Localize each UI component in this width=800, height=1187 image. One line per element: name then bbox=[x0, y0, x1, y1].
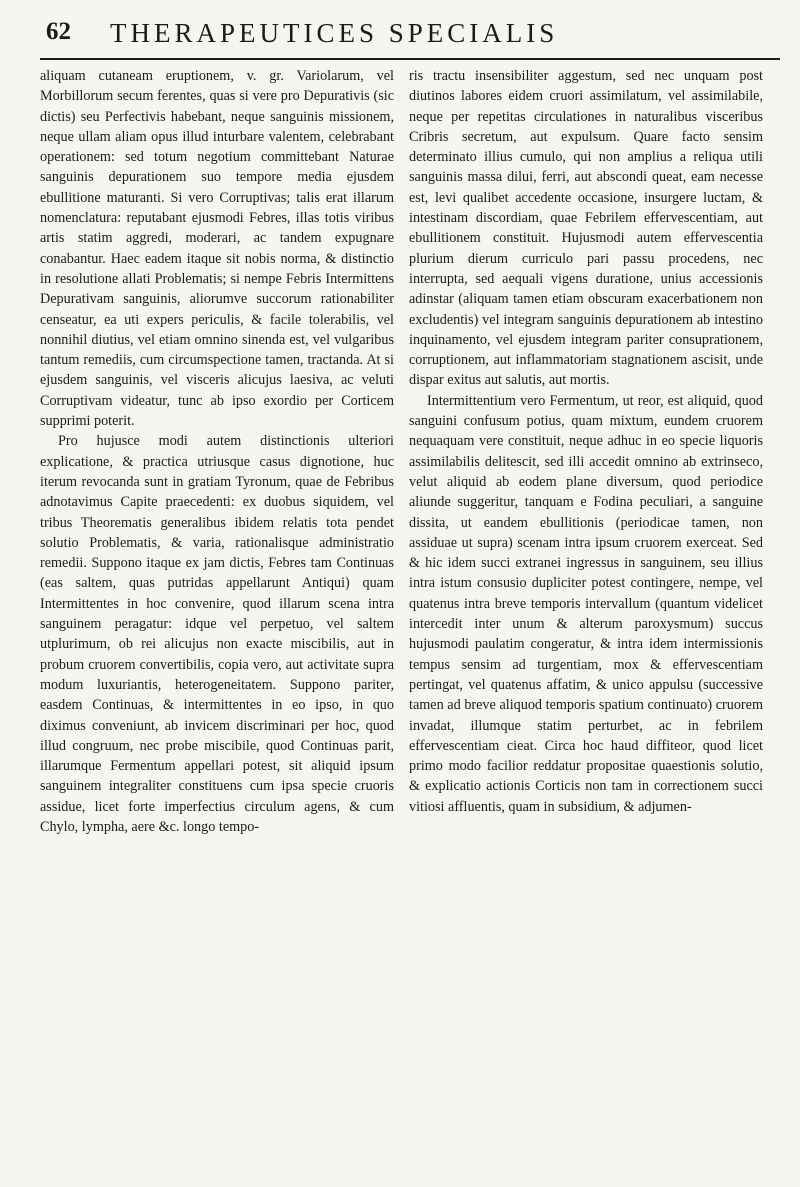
page-number: 62 bbox=[46, 18, 71, 45]
right-column bbox=[409, 66, 763, 1176]
left-column bbox=[40, 66, 394, 1176]
right-paragraph-2: Intermittentium vero Fermentum, ut reor, est aliquid, quod sanguini confusum potius, quam mixtum, eundem cruorem nequaquam vere constituit, neque adhuc in eo specie liquoris assimilabilis delitescit, sed illi accedit omnino ab extrinseco, velut aliquid ab eodem plane diversum, quod periodice aliunde suggeritur, tanquam e Fodina peculiari, a sanguine dissita, ut eandem ebullitionis (periodicae tamen, non assiduae ut supra) scenam intra ipsum cruorem exerceat. Sed & hic idem succi extranei ingressus in sanguinem, seu illius intra istum consusio dupliciter potest contingere, nempe, vel quatenus intra breve temporis intervallum (quantum videlicet intercedit inter unum & alterum paroxysmum) succus hujusmodi paulatim congeratur, & intra idem intermissionis tempus sensim ad turgentiam, mox & effervescentiam pertingat, vel quatenus affatim, & unico appulsu (successive tamen ad breve aliquod temporis spatium continuato) cruorem invadat, illumque statim perturbet, ac in febrilem effervescentiam cieat. Circa hoc haud diffiteor, quod licet primo modo facilior reddatur propositae quaestionis solutio, & explicatio actionis Corticis non tam in correctionem succi vitiosi affluentis, quam in subsidium, & adjumen- bbox=[409, 392, 763, 815]
page-header bbox=[40, 18, 780, 60]
left-paragraph-2: Pro hujusce modi autem distinctionis ulteriori explicatione, & practica utriusque casus dignotione, huc iterum revocanda sunt in gratiam Tyronum, quae de Febribus adnotavimus Capite praecedenti: ex duobus siquidem, vel tribus Theorematis generalibus ibidem relatis tota pendet solutio Problematis, & varia, rationalisque administratio remedii. Suppono itaque ex jam dictis, Febres tam Continuas (eas saltem, quas putridas appellarunt Antiqui) quam Intermittentes in hoc convenire, quod illarum scena intra sanguinem peragatur: idque vel perpetuo, vel saltem utplurimum, ob rei alicujus non exacte miscibilis, aut in probum cruorem convertibilis, copia vero, aut activitate supra modum luxuriantis, heterogeneitatem. Suppono pariter, easdem Continuas, & intermittentes in eo ipso, in quo diximus conveniunt, ab invicem discriminari per hoc, quod illud congruum, nec probe miscibile, quod Continuas parit, illarumque Fermentum appellari potest, sit aliquid ipsum sanguinem integraliter constituens cum ipsa specie cruoris assidue, licet forte imperfectius circulum agens, & cum Chylo, lympha, aere &c. longo tempo- bbox=[40, 433, 394, 835]
running-title: THERAPEUTICES SPECIALIS bbox=[110, 18, 559, 48]
right-paragraph-1: ris tractu insensibiliter aggestum, sed nec unquam post diutinos labores eidem cruori assimilatum, vel assimilabile, neque per repetitas circulationes in naturalibus visceribus Cribris secretum, aut expulsum. Quare facto sensim determinato illius cumulo, qui non amplius a reliqua utili sanguinis massa dilui, ferri, aut abscondi queat, eam necesse est, levi qualibet accedente occasione, insurgere luctam, & intestinam discordiam, quae Febrilem effervescentiam, aut ebullitionem constituit. Hujusmodi autem effervescentia plurium dierum curriculo pari passu procedens, nec interrupta, sed aequali vigens duratione, unius accessionis adinstar (aliquam tamen etiam obscuram exacerbationem non excludentis) vel integram sanguinis depurationem ab intestino inquinamento, vel ejusdem integram pariter consuprationem, corruptionem, aut inflammatoriam stagnationem ascisit, unde dispar exitus aut salutis, aut mortis. bbox=[409, 68, 763, 389]
left-paragraph-1: aliquam cutaneam eruptionem, v. gr. Variolarum, vel Morbillorum secum ferentes, quas si vere pro Depurativis (sic dictis) seu Perfectivis habebant, neque sanguinis missionem, neque ullam aliam opus illud inturbare valentem, celebrabant operationem: sed totum negotium committebant Naturae sanguinis depurationem suo tempore media ejusdem ebullitione maturanti. Si vero Corruptivas; talis erat illarum nomenclatura: reputabant ejusmodi Febres, illas totis viribus artis statim aggredi, moderari, ac tandem expugnare conabantur. Haec eadem itaque sit nobis norma, & distinctio in resolutione allati Problematis; si nempe Febris Intermittens Depurativam sanguinis, aliorumve succorum rationabiliter censeatur, ea uti expers periculis, & facile tolerabilis, vel nonnihil diutius, vel etiam omnino sinenda est, vel vulgaribus tantum remediis, cum circumspectione tamen, tractanda. At si ejusdem sanguinis, vel visceris alicujus laesiva, ac veluti Corruptivam videatur, tunc ab ipso exordio per Corticem supprimi poterit. bbox=[40, 68, 394, 430]
